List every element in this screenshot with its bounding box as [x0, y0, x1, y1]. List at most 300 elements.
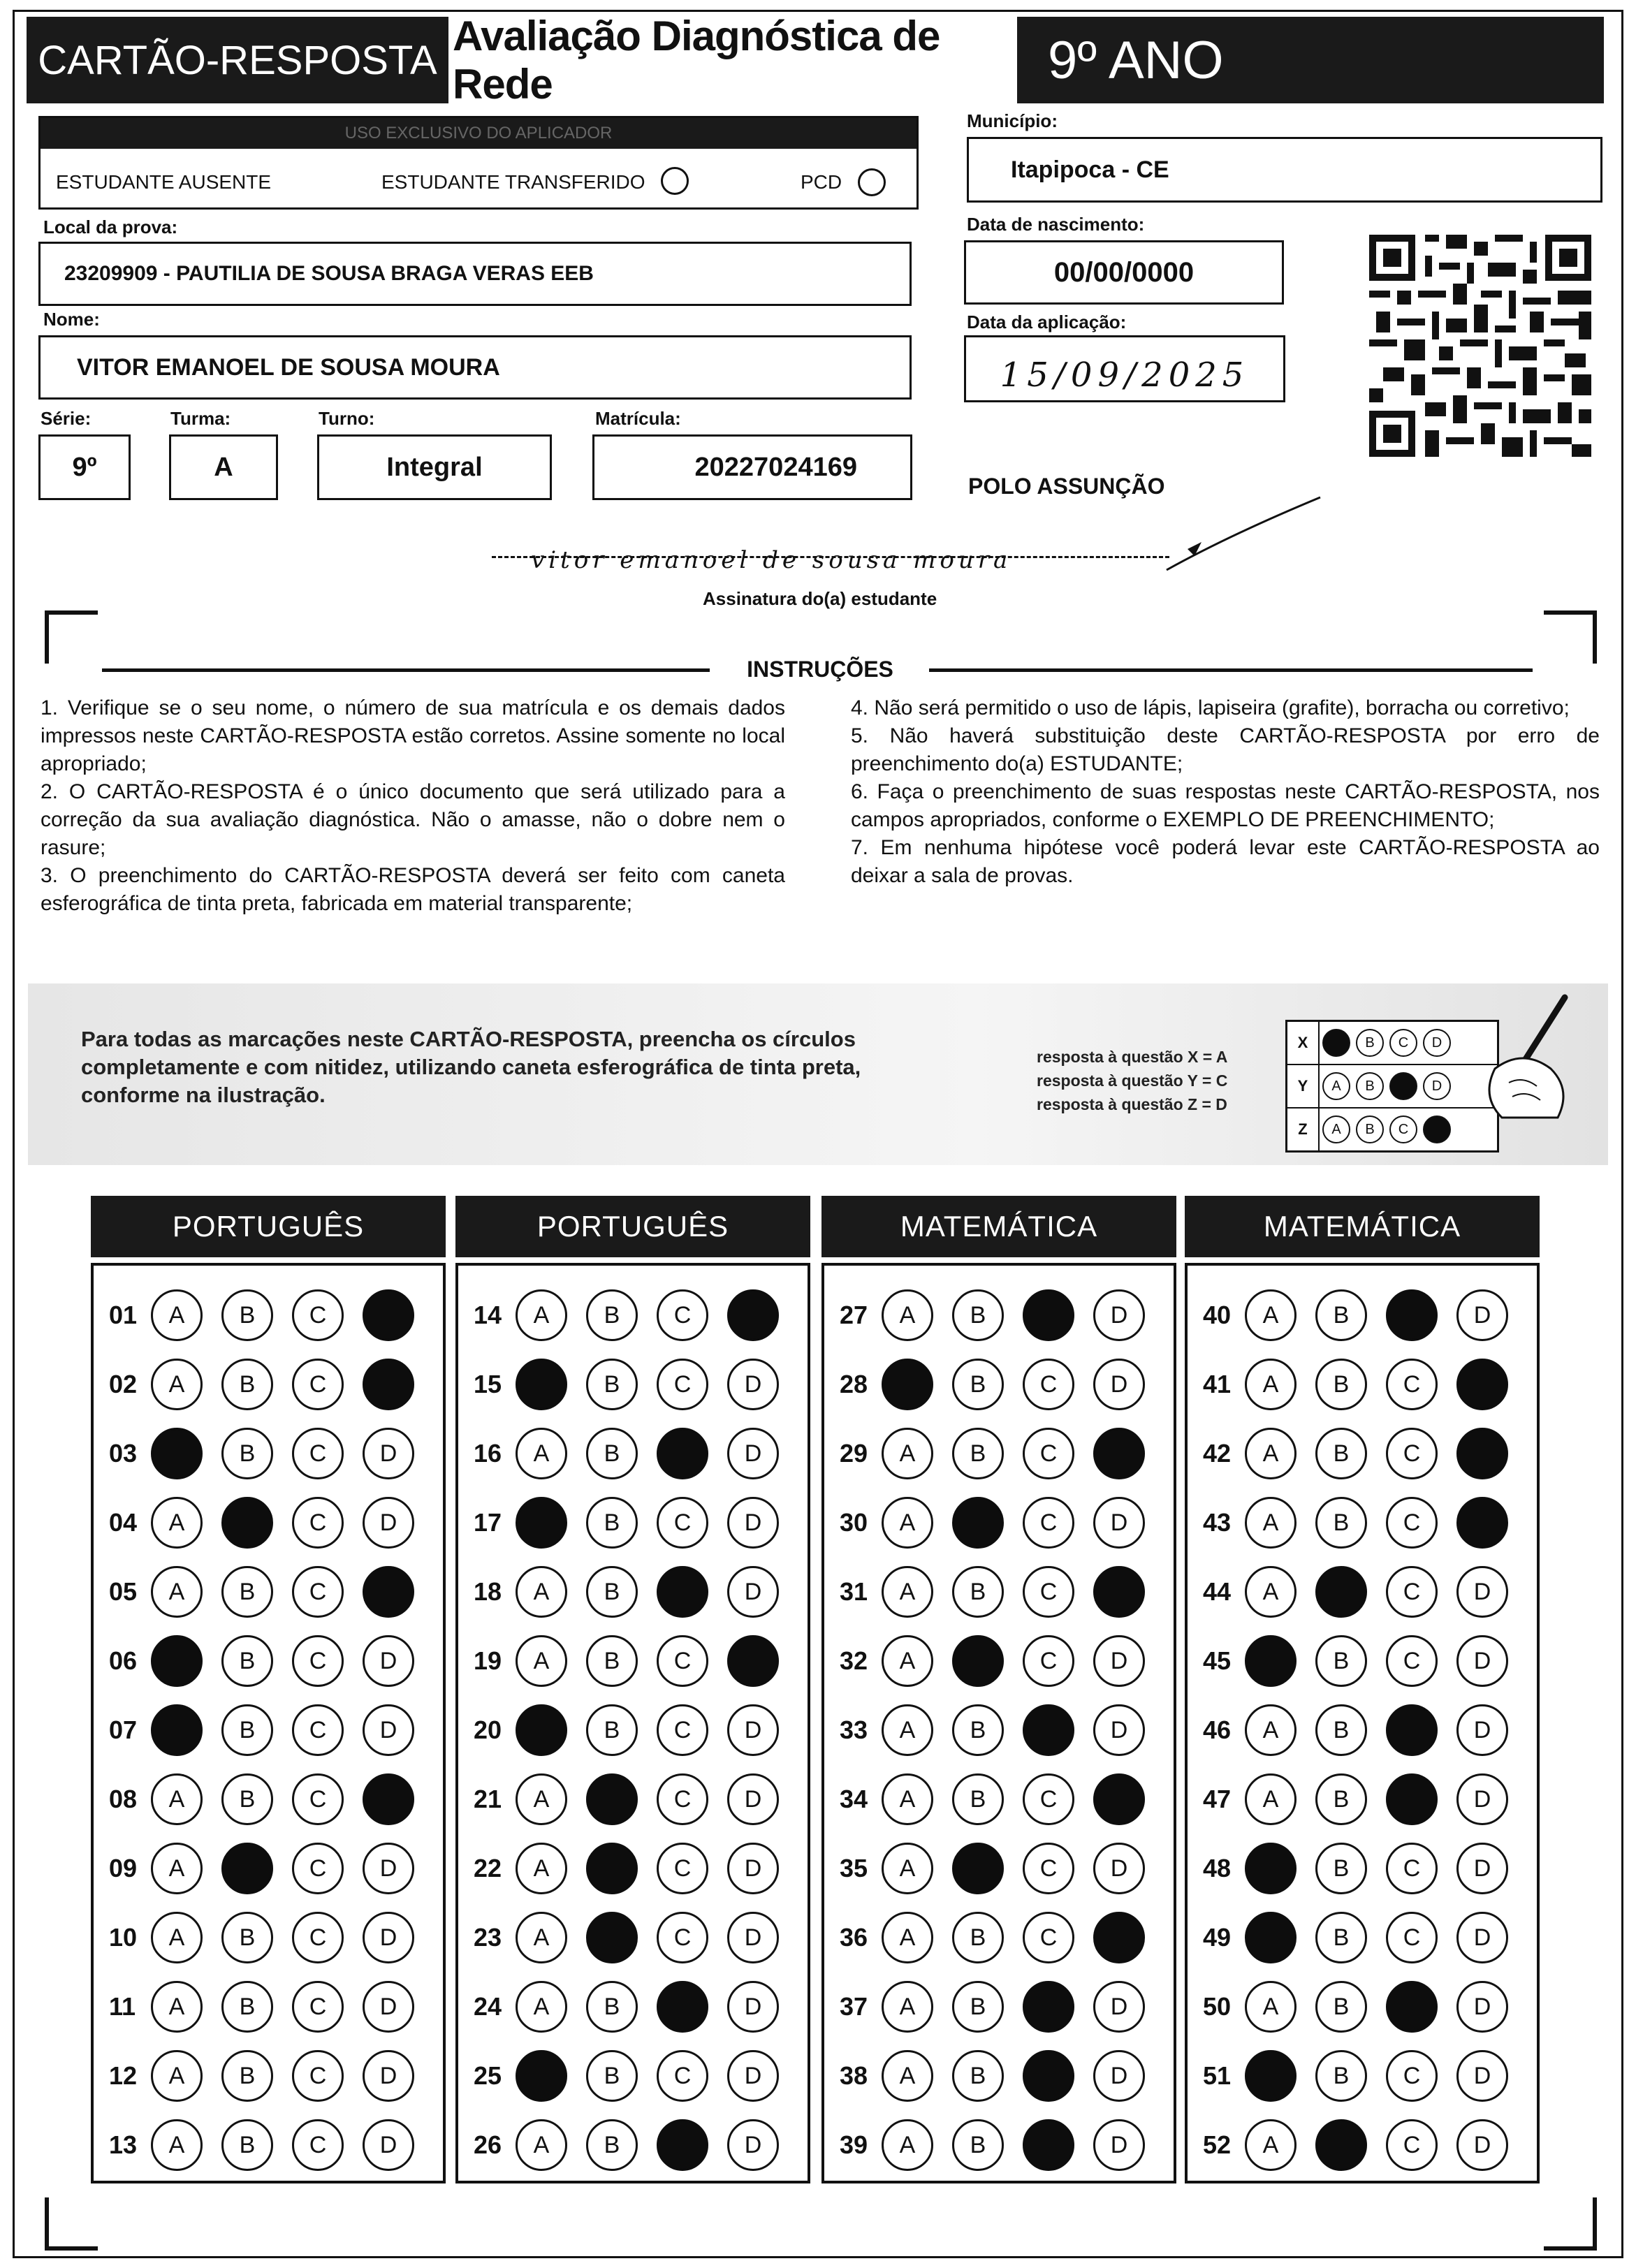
answer-bubble-b[interactable]: B	[1315, 1704, 1367, 1756]
answer-bubble-d[interactable]: D	[363, 1497, 414, 1549]
answer-bubble-d[interactable]: D	[1456, 1773, 1508, 1825]
question-number: 44	[1203, 1577, 1232, 1606]
answer-bubble-b[interactable]: B	[952, 1359, 1004, 1410]
answer-bubble-c[interactable]: C	[1386, 1843, 1438, 1894]
answer-bubble-b[interactable]: B	[221, 1566, 273, 1618]
answer-bubble-d[interactable]: D	[363, 1912, 414, 1963]
answer-bubble-a[interactable]	[882, 1359, 933, 1410]
answer-bubble-c[interactable]	[1023, 1981, 1074, 2033]
example-legend-x: resposta à questão X = A	[1037, 1048, 1228, 1066]
answer-bubble-a[interactable]: A	[882, 1566, 933, 1618]
question-number: 16	[474, 1439, 502, 1468]
question-number: 40	[1203, 1301, 1232, 1329]
answer-bubble-a[interactable]	[1245, 1635, 1297, 1687]
answer-bubble-a[interactable]: A	[1245, 1981, 1297, 2033]
example-bubble: B	[1356, 1072, 1384, 1100]
answer-bubble-c[interactable]: C	[292, 1912, 344, 1963]
answer-bubble-c[interactable]: C	[1386, 2119, 1438, 2171]
corner-top-left	[45, 610, 98, 664]
example-bubble: A	[1322, 1115, 1350, 1143]
answer-bubble-b[interactable]: B	[586, 1289, 638, 1341]
question-number: 49	[1203, 1923, 1232, 1952]
answer-bubble-b[interactable]: B	[952, 2119, 1004, 2171]
question-row	[109, 1284, 433, 1347]
answer-bubble-c[interactable]: C	[657, 1912, 708, 1963]
question-row	[474, 1699, 798, 1762]
answer-bubble-d[interactable]: D	[1093, 2050, 1145, 2102]
answer-bubble-a[interactable]: A	[151, 2050, 203, 2102]
answer-bubble-d[interactable]	[727, 1289, 779, 1341]
answer-bubble-a[interactable]: A	[151, 2119, 203, 2171]
answer-bubble-a[interactable]: A	[151, 1359, 203, 1410]
answer-bubble-a[interactable]	[1245, 1912, 1297, 1963]
answer-bubble-b[interactable]: B	[221, 1704, 273, 1756]
answer-bubble-a[interactable]: A	[882, 1981, 933, 2033]
turno-value: Integral	[386, 452, 483, 482]
answer-bubble-c[interactable]: C	[1386, 1359, 1438, 1410]
signature-label: Assinatura do(a) estudante	[703, 588, 937, 609]
answer-bubble-c[interactable]: C	[1023, 1497, 1074, 1549]
answer-bubble-a[interactable]: A	[882, 1843, 933, 1894]
column-header-4: MATEMÁTICA	[1185, 1196, 1540, 1257]
answer-bubble-c[interactable]: C	[657, 1497, 708, 1549]
question-number: 11	[109, 1992, 136, 2021]
answer-bubble-b[interactable]	[221, 1843, 273, 1894]
question-row	[109, 1491, 433, 1554]
question-row	[474, 2044, 798, 2107]
answer-bubble-a[interactable]: A	[882, 1912, 933, 1963]
answer-bubble-c[interactable]: C	[657, 1635, 708, 1687]
answer-bubble-a[interactable]: A	[516, 2119, 567, 2171]
answer-bubble-c[interactable]: C	[292, 1635, 344, 1687]
answer-bubble-b[interactable]: B	[586, 1428, 638, 1479]
answer-bubble-d[interactable]: D	[727, 1497, 779, 1549]
answer-bubble-c[interactable]: C	[1023, 1773, 1074, 1825]
answer-bubble-c[interactable]	[1023, 1704, 1074, 1756]
answer-bubble-d[interactable]	[1093, 1773, 1145, 1825]
answer-bubble-c[interactable]	[1386, 1981, 1438, 2033]
answer-bubble-c[interactable]: C	[292, 2050, 344, 2102]
answer-bubble-c[interactable]: C	[1023, 1566, 1074, 1618]
answer-bubble-c[interactable]	[1386, 1289, 1438, 1341]
answer-bubble-d[interactable]: D	[1456, 1566, 1508, 1618]
question-number: 18	[474, 1577, 502, 1606]
answer-bubble-a[interactable]: A	[516, 1981, 567, 2033]
question-row	[474, 1422, 798, 1485]
applicator-banner: USO EXCLUSIVO DO APLICADOR	[41, 118, 916, 149]
answer-bubble-d[interactable]: D	[727, 1704, 779, 1756]
answer-bubble-a[interactable]: A	[882, 1497, 933, 1549]
answer-bubble-d[interactable]: D	[363, 1428, 414, 1479]
question-number: 41	[1203, 1370, 1232, 1398]
question-row	[840, 1906, 1164, 1969]
answer-bubble-d[interactable]: D	[1456, 1843, 1508, 1894]
answer-bubble-d[interactable]	[1093, 1912, 1145, 1963]
answer-bubble-c[interactable]: C	[657, 1773, 708, 1825]
question-row	[109, 1699, 433, 1762]
answer-bubble-d[interactable]: D	[363, 1981, 414, 2033]
answer-bubble-b[interactable]: B	[586, 1635, 638, 1687]
answer-bubble-d[interactable]: D	[1456, 2050, 1508, 2102]
answer-bubble-d[interactable]	[363, 1566, 414, 1618]
question-number: 39	[840, 2130, 868, 2159]
answer-bubble-d[interactable]: D	[363, 2119, 414, 2171]
answer-bubble-b[interactable]: B	[221, 1635, 273, 1687]
answer-bubble-d[interactable]: D	[1456, 1289, 1508, 1341]
answer-bubble-a[interactable]: A	[1245, 2119, 1297, 2171]
question-row	[840, 2114, 1164, 2176]
answer-bubble-b[interactable]: B	[952, 1912, 1004, 1963]
answer-bubble-d[interactable]: D	[1093, 2119, 1145, 2171]
answer-bubble-a[interactable]: A	[151, 1289, 203, 1341]
question-row	[840, 1422, 1164, 1485]
answer-bubble-c[interactable]	[1023, 2050, 1074, 2102]
answer-bubble-a[interactable]: A	[516, 1912, 567, 1963]
question-number: 14	[474, 1301, 502, 1329]
answer-bubble-d[interactable]: D	[1093, 1981, 1145, 2033]
answer-bubble-c[interactable]: C	[657, 1704, 708, 1756]
question-row	[1203, 2044, 1527, 2107]
answer-bubble-b[interactable]: B	[221, 2119, 273, 2171]
answer-bubble-a[interactable]: A	[1245, 1359, 1297, 1410]
answer-bubble-a[interactable]: A	[151, 1773, 203, 1825]
signature-stroke	[1160, 493, 1327, 577]
answer-bubble-a[interactable]: A	[1245, 1497, 1297, 1549]
answer-bubble-d[interactable]	[1093, 1566, 1145, 1618]
answer-bubble-d[interactable]: D	[727, 1359, 779, 1410]
answer-bubble-a[interactable]: A	[882, 1704, 933, 1756]
answer-bubble-c[interactable]: C	[657, 1843, 708, 1894]
pcd-bubble[interactable]	[858, 168, 886, 196]
answer-bubble-d[interactable]: D	[1456, 1981, 1508, 2033]
answer-bubble-a[interactable]: A	[516, 1428, 567, 1479]
example-row-label: Z	[1287, 1109, 1320, 1150]
answer-bubble-a[interactable]: A	[1245, 1289, 1297, 1341]
answer-bubble-b[interactable]: B	[221, 2050, 273, 2102]
question-number: 22	[474, 1854, 502, 1882]
answer-bubble-c[interactable]: C	[1023, 1359, 1074, 1410]
answer-bubble-a[interactable]: A	[1245, 1704, 1297, 1756]
answer-bubble-b[interactable]	[1315, 1566, 1367, 1618]
answer-bubble-b[interactable]: B	[586, 1497, 638, 1549]
question-row	[474, 2114, 798, 2176]
answer-bubble-c[interactable]: C	[1023, 1912, 1074, 1963]
question-row	[474, 1560, 798, 1623]
question-row	[1203, 1906, 1527, 1969]
question-row	[840, 1284, 1164, 1347]
answer-bubble-b[interactable]: B	[952, 1773, 1004, 1825]
answer-bubble-b[interactable]: B	[952, 1428, 1004, 1479]
answer-bubble-c[interactable]: C	[292, 1981, 344, 2033]
answer-bubble-c[interactable]	[657, 1566, 708, 1618]
question-row	[840, 1491, 1164, 1554]
answer-bubble-d[interactable]: D	[727, 2119, 779, 2171]
answer-bubble-c[interactable]: C	[1023, 1635, 1074, 1687]
answer-bubble-d[interactable]: D	[727, 1566, 779, 1618]
column-header-1: PORTUGUÊS	[91, 1196, 446, 1257]
serie-field	[38, 434, 131, 500]
question-number: 51	[1203, 2061, 1232, 2090]
answer-bubble-b[interactable]: B	[952, 1289, 1004, 1341]
answer-bubble-c[interactable]	[1023, 2119, 1074, 2171]
instruction-4: 4. Não será permitido o uso de lápis, lapiseira (grafite), borracha ou corretivo;	[851, 696, 1570, 719]
example-row-label: Y	[1287, 1065, 1320, 1107]
nascimento-label: Data de nascimento:	[967, 214, 1145, 235]
answer-bubble-a[interactable]: A	[1245, 1428, 1297, 1479]
answer-bubble-d[interactable]: D	[727, 1843, 779, 1894]
answer-bubble-a[interactable]	[151, 1704, 203, 1756]
answer-bubble-b[interactable]: B	[586, 1981, 638, 2033]
answer-bubble-c[interactable]	[657, 1428, 708, 1479]
answer-bubble-d[interactable]: D	[727, 2050, 779, 2102]
answer-bubble-c[interactable]: C	[292, 1289, 344, 1341]
answer-bubble-c[interactable]: C	[1386, 1428, 1438, 1479]
pcd-label: PCD	[801, 171, 842, 193]
question-number: 42	[1203, 1439, 1232, 1468]
answer-bubble-a[interactable]: A	[151, 1566, 203, 1618]
answer-bubble-d[interactable]: D	[1093, 1843, 1145, 1894]
answer-bubble-c[interactable]: C	[1386, 1912, 1438, 1963]
answer-bubble-a[interactable]: A	[151, 1843, 203, 1894]
answer-bubble-c[interactable]: C	[292, 1497, 344, 1549]
example-bubble: B	[1356, 1115, 1384, 1143]
answer-bubble-a[interactable]: A	[151, 1912, 203, 1963]
answer-bubble-b[interactable]: B	[1315, 1497, 1367, 1549]
corner-bottom-left	[45, 2197, 98, 2251]
question-number: 04	[109, 1508, 138, 1537]
answer-bubble-a[interactable]	[516, 1497, 567, 1549]
answer-bubble-c[interactable]: C	[657, 1289, 708, 1341]
answer-bubble-a[interactable]: A	[151, 1981, 203, 2033]
answer-bubble-b[interactable]: B	[1315, 1912, 1367, 1963]
answer-bubble-d[interactable]: D	[363, 1843, 414, 1894]
corner-top-right	[1544, 610, 1597, 664]
answer-bubble-b[interactable]: B	[1315, 1773, 1367, 1825]
answer-bubble-b[interactable]	[952, 1843, 1004, 1894]
answer-bubble-a[interactable]: A	[516, 1289, 567, 1341]
answer-bubble-b[interactable]: B	[1315, 1428, 1367, 1479]
transferred-bubble[interactable]	[661, 167, 689, 195]
question-number: 31	[840, 1577, 868, 1606]
question-number: 07	[109, 1715, 138, 1744]
answer-bubble-d[interactable]: D	[1456, 1704, 1508, 1756]
answer-bubble-b[interactable]: B	[586, 2050, 638, 2102]
answer-bubble-b[interactable]	[952, 1635, 1004, 1687]
answer-bubble-d[interactable]	[1456, 1359, 1508, 1410]
aplicacao-field	[964, 335, 1285, 402]
municipio-value: Itapipoca - CE	[1011, 156, 1169, 183]
question-row	[1203, 1630, 1527, 1692]
answer-bubble-b[interactable]	[1315, 2119, 1367, 2171]
answer-bubble-a[interactable]	[151, 1428, 203, 1479]
example-bubble	[1423, 1115, 1451, 1143]
question-number: 05	[109, 1577, 138, 1606]
question-number: 38	[840, 2061, 868, 2090]
example-bubble: C	[1389, 1029, 1417, 1057]
answer-bubble-a[interactable]: A	[1245, 1566, 1297, 1618]
answer-bubble-b[interactable]: B	[586, 1704, 638, 1756]
question-number: 50	[1203, 1992, 1232, 2021]
answer-bubble-a[interactable]	[516, 2050, 567, 2102]
municipio-field	[967, 137, 1602, 203]
answer-bubble-c[interactable]: C	[657, 2050, 708, 2102]
answer-bubble-b[interactable]	[586, 1843, 638, 1894]
instructions-rule-left	[102, 668, 710, 672]
answer-bubble-c[interactable]: C	[657, 1359, 708, 1410]
question-row	[474, 1837, 798, 1900]
local-label: Local da prova:	[43, 217, 178, 237]
answer-bubble-c[interactable]: C	[292, 1704, 344, 1756]
answer-bubble-b[interactable]: B	[952, 1566, 1004, 1618]
answer-bubble-d[interactable]: D	[1093, 1359, 1145, 1410]
example-grid	[1285, 1020, 1499, 1153]
answer-bubble-a[interactable]: A	[882, 1773, 933, 1825]
answer-bubble-d[interactable]: D	[727, 1773, 779, 1825]
answer-bubble-d[interactable]	[727, 1635, 779, 1687]
example-bubble: A	[1322, 1072, 1350, 1100]
answer-bubble-b[interactable]: B	[586, 2119, 638, 2171]
answer-bubble-a[interactable]: A	[151, 1497, 203, 1549]
answer-bubble-a[interactable]: A	[1245, 1773, 1297, 1825]
answer-bubble-a[interactable]: A	[882, 2050, 933, 2102]
answer-bubble-c[interactable]: C	[1023, 1428, 1074, 1479]
question-row	[474, 1975, 798, 2038]
answer-bubble-b[interactable]: B	[221, 1428, 273, 1479]
answer-bubble-b[interactable]: B	[1315, 2050, 1367, 2102]
answer-bubble-d[interactable]: D	[1093, 1497, 1145, 1549]
answer-bubble-b[interactable]: B	[1315, 1981, 1367, 2033]
answer-bubble-c[interactable]: C	[1386, 1497, 1438, 1549]
question-number: 17	[474, 1508, 502, 1537]
example-row-z	[1287, 1109, 1497, 1150]
answer-bubble-b[interactable]: B	[1315, 1635, 1367, 1687]
nome-value: VITOR EMANOEL DE SOUSA MOURA	[77, 353, 500, 381]
answer-bubble-d[interactable]	[363, 1773, 414, 1825]
answer-bubble-a[interactable]	[151, 1635, 203, 1687]
answer-bubble-c[interactable]	[1386, 1704, 1438, 1756]
question-number: 36	[840, 1923, 868, 1952]
answer-bubble-d[interactable]: D	[727, 1428, 779, 1479]
answer-bubble-c[interactable]: C	[1023, 1843, 1074, 1894]
answer-bubble-a[interactable]: A	[516, 1843, 567, 1894]
answer-bubble-a[interactable]	[516, 1359, 567, 1410]
answer-bubble-b[interactable]	[221, 1497, 273, 1549]
answer-bubble-d[interactable]: D	[1456, 2119, 1508, 2171]
answer-bubble-c[interactable]: C	[292, 1843, 344, 1894]
answer-column-2	[455, 1263, 810, 2183]
answer-bubble-b[interactable]: B	[221, 1981, 273, 2033]
answer-bubble-d[interactable]	[1456, 1428, 1508, 1479]
question-row	[474, 1353, 798, 1416]
answer-bubble-c[interactable]	[657, 1981, 708, 2033]
question-row	[109, 1768, 433, 1831]
question-row	[474, 1768, 798, 1831]
answer-bubble-a[interactable]: A	[516, 1773, 567, 1825]
answer-bubble-c[interactable]	[657, 2119, 708, 2171]
answer-bubble-c[interactable]: C	[292, 2119, 344, 2171]
answer-bubble-d[interactable]	[1456, 1497, 1508, 1549]
answer-bubble-d[interactable]: D	[1093, 1289, 1145, 1341]
answer-bubble-a[interactable]: A	[882, 1635, 933, 1687]
answer-bubble-b[interactable]: B	[586, 1566, 638, 1618]
answer-bubble-b[interactable]: B	[221, 1773, 273, 1825]
example-row-y	[1287, 1065, 1497, 1109]
answer-bubble-c[interactable]	[1386, 1773, 1438, 1825]
answer-bubble-c[interactable]: C	[1386, 2050, 1438, 2102]
answer-bubble-b[interactable]: B	[1315, 1289, 1367, 1341]
answer-bubble-d[interactable]: D	[1093, 1635, 1145, 1687]
answer-bubble-b[interactable]: B	[952, 2050, 1004, 2102]
answer-bubble-d[interactable]: D	[363, 1635, 414, 1687]
answer-bubble-c[interactable]: C	[292, 1773, 344, 1825]
answer-bubble-b[interactable]: B	[586, 1359, 638, 1410]
answer-bubble-d[interactable]: D	[363, 2050, 414, 2102]
answer-bubble-d[interactable]: D	[727, 1981, 779, 2033]
answer-bubble-b[interactable]: B	[221, 1912, 273, 1963]
answer-bubble-a[interactable]: A	[882, 1289, 933, 1341]
question-row	[840, 1975, 1164, 2038]
question-number: 33	[840, 1715, 868, 1744]
answer-bubble-c[interactable]: C	[292, 1359, 344, 1410]
answer-bubble-a[interactable]	[1245, 2050, 1297, 2102]
answer-bubble-c[interactable]: C	[292, 1566, 344, 1618]
question-row	[1203, 1284, 1527, 1347]
instructions-title: INSTRUÇÕES	[747, 657, 893, 682]
card-title: CARTÃO-RESPOSTA	[27, 17, 448, 103]
answer-bubble-d[interactable]: D	[1456, 1635, 1508, 1687]
answer-bubble-b[interactable]: B	[952, 1981, 1004, 2033]
answer-bubble-c[interactable]	[1023, 1289, 1074, 1341]
answer-bubble-b[interactable]: B	[1315, 1359, 1367, 1410]
answer-bubble-a[interactable]	[1245, 1843, 1297, 1894]
serie-value: 9º	[72, 452, 97, 482]
answer-bubble-d[interactable]	[363, 1359, 414, 1410]
answer-bubble-b[interactable]: B	[1315, 1843, 1367, 1894]
matricula-field	[592, 434, 912, 500]
answer-bubble-a[interactable]	[516, 1704, 567, 1756]
answer-bubble-b[interactable]	[586, 1773, 638, 1825]
answer-bubble-d[interactable]: D	[1093, 1704, 1145, 1756]
answer-bubble-c[interactable]: C	[1386, 1635, 1438, 1687]
answer-bubble-c[interactable]: C	[292, 1428, 344, 1479]
answer-bubble-d[interactable]: D	[727, 1912, 779, 1963]
question-row	[1203, 1422, 1527, 1485]
question-number: 23	[474, 1923, 502, 1952]
answer-bubble-c[interactable]: C	[1386, 1566, 1438, 1618]
answer-bubble-b[interactable]: B	[952, 1704, 1004, 1756]
answer-bubble-b[interactable]: B	[221, 1289, 273, 1341]
instruction-2: 2. O CARTÃO-RESPOSTA é o único documento que será utilizado para a correção da sua avaliação diagnóstica. Não o amasse, não o dobre nem o rasure;	[41, 780, 785, 859]
signature: vitor emanoel de sousa moura	[531, 546, 1012, 574]
answer-bubble-d[interactable]	[363, 1289, 414, 1341]
turma-field	[169, 434, 278, 500]
answer-bubble-a[interactable]: A	[882, 1428, 933, 1479]
answer-bubble-a[interactable]: A	[516, 1566, 567, 1618]
answer-bubble-d[interactable]	[1093, 1428, 1145, 1479]
answer-bubble-d[interactable]: D	[363, 1704, 414, 1756]
answer-bubble-b[interactable]	[952, 1497, 1004, 1549]
question-number: 35	[840, 1854, 868, 1882]
nascimento-value: 00/00/0000	[1053, 256, 1195, 288]
question-row	[840, 1630, 1164, 1692]
answer-bubble-b[interactable]	[586, 1912, 638, 1963]
example-bubble: B	[1356, 1029, 1384, 1057]
answer-bubble-a[interactable]: A	[882, 2119, 933, 2171]
answer-bubble-b[interactable]: B	[221, 1359, 273, 1410]
answer-bubble-a[interactable]: A	[516, 1635, 567, 1687]
answer-bubble-d[interactable]: D	[1456, 1912, 1508, 1963]
transferred-label: ESTUDANTE TRANSFERIDO	[381, 171, 645, 193]
